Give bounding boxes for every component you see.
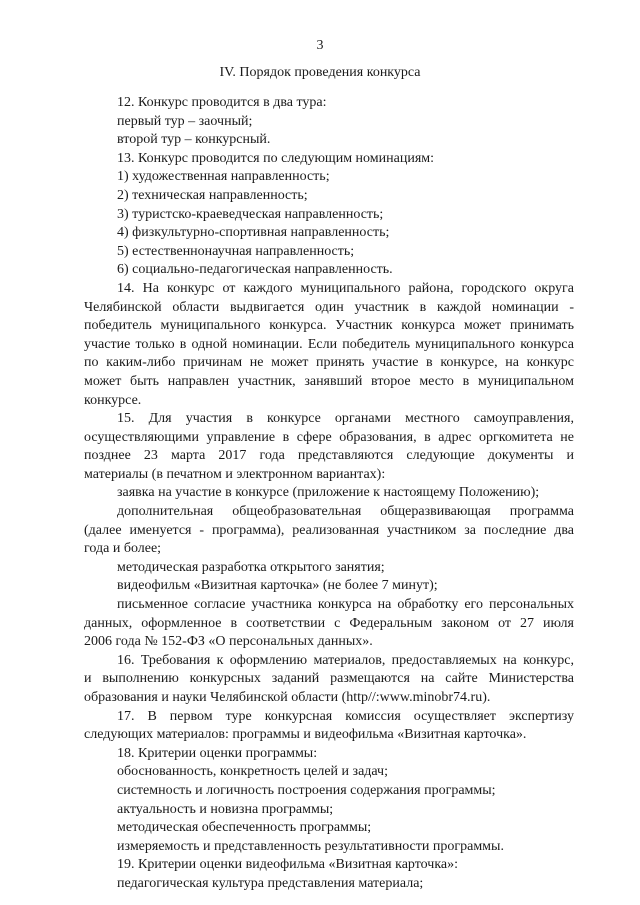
text-line: 1) художественная направленность; (117, 169, 330, 185)
text-line: 2006 года № 152-ФЗ «О персональных данных». (84, 634, 373, 650)
text-line: участие только в одной номинации. Если победитель муниципального конкурса (84, 336, 574, 352)
text-line: обоснованность, конкретность целей и задач; (117, 764, 388, 780)
text-line: измеряемость и представленность результативности программы. (117, 838, 504, 854)
text-line: 17. В первом туре конкурсная комиссия осуществляет экспертизу (117, 708, 574, 724)
text-line: письменное согласие участника конкурса на обработку его персональных (117, 597, 574, 613)
text-line: педагогическая культура представления материала; (117, 875, 424, 891)
text-line: 18. Критерии оценки программы: (117, 745, 318, 761)
text-line: следующих материалов: программы и видеофильма «Визитная карточка». (84, 727, 527, 743)
text-line: по каким-либо причинам не может принять участие в конкурсе, на конкурс (84, 355, 574, 371)
body-text (84, 94, 574, 894)
text-line: победитель муниципального конкурса. Участник конкурса может принимать (84, 318, 574, 334)
text-line: года и более; (84, 541, 162, 557)
text-line: видеофильм «Визитная карточка» (не более 7 минут); (117, 578, 438, 594)
text-line: образования и науки Челябинской области (http//:www.minobr74.ru). (84, 690, 491, 705)
text-line: заявка на участие в конкурсе (приложение к настоящему Положению); (117, 485, 540, 501)
text-line: первый тур – заочный; (117, 113, 253, 129)
text-line: второй тур – конкурсный. (117, 132, 271, 148)
text-line: 2) техническая направленность; (117, 187, 308, 203)
text-line: 13. Конкурс проводится по следующим номинациям: (117, 150, 435, 166)
text-line: 5) естественнонаучная направленность; (117, 243, 355, 259)
text-line: системность и логичность построения содержания программы; (117, 782, 496, 798)
text-line: данных, оформленное в соответствии с Федеральным законом от 27 июля (84, 615, 574, 631)
page-number: 3 (316, 38, 324, 53)
text-line: Челябинской области выдвигается один участник в каждой номинации - (84, 299, 574, 315)
text-line: методическая разработка открытого занятия; (117, 559, 385, 575)
text-line: актуальность и новизна программы; (117, 801, 334, 817)
text-line: 16. Требования к оформлению материалов, предоставляемых на конкурс, (117, 652, 574, 668)
text-line: материалы (в печатном и электронном вариантах): (84, 466, 386, 482)
text-line: позднее 23 марта 2017 года представляются следующие документы и (84, 448, 574, 464)
text-line: дополнительная общеобразовательная общеразвивающая программа (117, 504, 574, 520)
text-line: может быть направлен участник, занявший второе место в муниципальном (84, 373, 574, 389)
text-line: осуществляющими управление в сфере образования, в адрес оргкомитета не (84, 429, 574, 445)
text-line: методическая обеспеченность программы; (117, 820, 372, 836)
text-line: и выполнению конкурсных заданий размещаются на сайте Министерства (84, 671, 574, 687)
section-title: IV. Порядок проведения конкурса (219, 65, 421, 80)
text-line: конкурсе. (84, 392, 142, 408)
text-line: 19. Критерии оценки видеофильма «Визитная карточка»: (117, 857, 459, 873)
text-line: 6) социально-педагогическая направленность. (117, 262, 393, 278)
text-line: 4) физкультурно-спортивная направленность; (117, 225, 390, 241)
text-line: 14. На конкурс от каждого муниципального района, городского округа (117, 280, 574, 296)
text-line: 3) туристско-краеведческая направленность; (117, 206, 384, 222)
text-line: 12. Конкурс проводится в два тура: (117, 95, 327, 110)
text-line: (далее именуется - программа), реализованная участником за последние два (84, 522, 574, 538)
text-line: 15. Для участия в конкурсе органами местного самоуправления, (117, 411, 574, 427)
